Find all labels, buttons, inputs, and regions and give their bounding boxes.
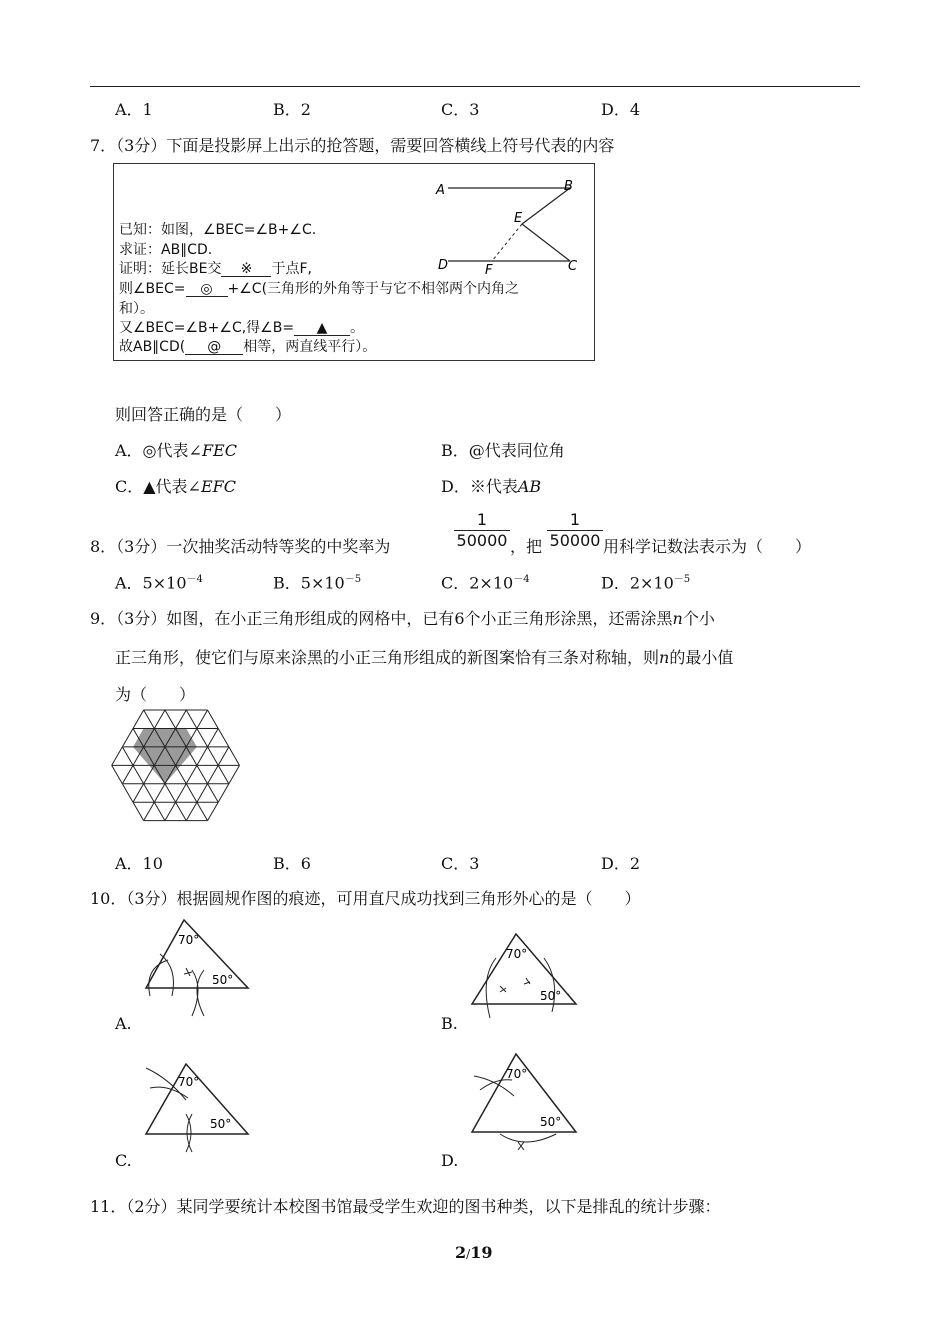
q8-fraction-1: 1 50000 [454,510,510,551]
q10-figure-b [460,928,585,1023]
q7-projection-box [113,163,595,361]
q8-option-b: B．$5\times 10^{-5}$ [273,573,362,593]
q7-prove: 求证：AB∥CD. [119,242,213,258]
q8-option-c: C．$2\times 10^{-4}$ [441,573,530,593]
q9-triangle-grid-figure [108,708,244,828]
svg-text:70°: 70° [178,1075,200,1089]
q10-label-c: C. [115,1151,132,1170]
q7-stem: 7．（3分）下面是投影屏上出示的抢答题，需要回答横线上符号代表的内容 [90,136,615,155]
q10-figure-a [138,912,258,1022]
q6-option-a: A．1 [115,100,153,119]
q10-label-a: A. [115,1014,132,1033]
q8-option-d: D．$2\times 10^{-5}$ [601,573,691,593]
q7-parallel-lines-figure [430,174,590,274]
q7-proof-line2: 则∠BEC= ◎ +∠C(三角形的外角等于与它不相邻两个内角之 [119,281,520,297]
q9-option-a: A．10 [115,854,163,873]
q9-option-c: C．3 [441,854,480,873]
blank-symbol-triangle: ▲ [294,321,350,336]
q9-line1: 9．（3分）如图，在小正三角形组成的网格中，已有6个小正三角形涂黑，还需涂黑n个小 [90,609,715,628]
q7-option-b: B．@代表同位角 [441,441,565,460]
label-d: D [438,258,449,273]
q7-given: 已知：如图，∠BEC=∠B+∠C. [119,222,317,238]
q9-option-d: D．2 [601,854,641,873]
q7-option-a: A．◎代表∠FEC [115,441,237,460]
svg-text:50°: 50° [210,1117,232,1131]
q8-stem-b: ，把 [510,537,543,556]
q6-option-d: D．4 [601,100,641,119]
q7-option-d: D．※代表AB [441,477,542,496]
label-e: E [514,211,523,226]
top-rule [90,86,860,87]
svg-text:50°: 50° [212,973,234,987]
q9-line2: 正三角形，使它们与原来涂黑的小正三角形组成的新图案恰有三条对称轴，则n的最小值 [115,648,734,667]
q10-figure-c [138,1058,258,1158]
q9-option-b: B．6 [273,854,311,873]
svg-text:50°: 50° [540,1115,562,1129]
blank-symbol-circle: ◎ [186,282,228,297]
label-c: C [568,259,578,274]
page-number: 2/19 [455,1243,493,1262]
blank-symbol-ref: ※ [221,262,271,277]
q8-stem-a: 8．（3分）一次抽奖活动特等奖的中奖率为 [90,537,391,556]
svg-text:70°: 70° [178,933,200,947]
q7-question: 则回答正确的是（ ） [115,405,292,424]
svg-text:70°: 70° [506,1067,528,1081]
svg-text:70°: 70° [506,947,528,961]
q7-proof-line5: 故AB∥CD( @ 相等，两直线平行）。 [119,339,377,355]
svg-text:50°: 50° [540,989,562,1003]
q10-label-b: B. [441,1014,458,1033]
label-b: B [564,179,573,194]
q8-stem-c: 用科学记数法表示为（ ） [603,537,812,556]
q9-line3: 为（ ） [115,685,196,704]
q11-stem: 11．（2分）某同学要统计本校图书馆最受学生欢迎的图书种类，以下是排乱的统计步骤： [90,1197,721,1216]
q6-option-b: B．2 [273,100,311,119]
label-a: A [436,183,445,198]
q10-figure-d [460,1050,585,1155]
q7-proof-line3: 和）。 [119,301,154,317]
blank-symbol-at: @ [185,340,243,355]
q7-proof-line4: 又∠BEC=∠B+∠C,得∠B= ▲ 。 [119,320,365,336]
q10-label-d: D. [441,1151,459,1170]
q6-option-c: C．3 [441,100,480,119]
q8-fraction-2: 1 50000 [547,510,603,551]
q7-proof-line1: 证明：延长BE交 ※ 于点F, [119,261,312,277]
label-f: F [485,263,493,274]
q10-stem: 10．（3分）根据圆规作图的痕迹，可用直尺成功找到三角形外心的是（ ） [90,889,641,908]
q7-option-c: C．▲代表∠EFC [115,477,236,496]
q8-option-a: A．$5\times 10^{-4}$ [115,573,203,593]
